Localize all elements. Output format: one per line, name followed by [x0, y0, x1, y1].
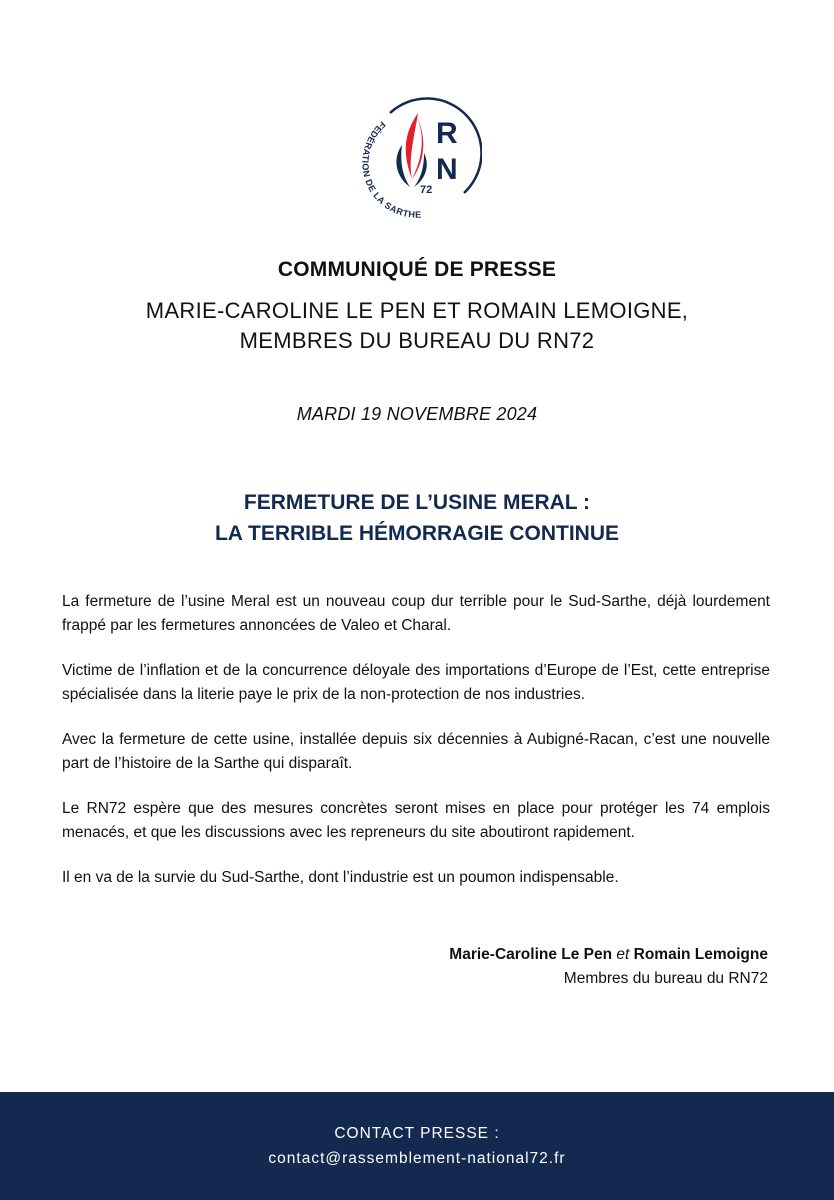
paragraph: La fermeture de l’usine Meral est un nouveau coup dur terrible pour le Sud-Sarthe, déjà lourdement frappé par les fermetures annoncées de Valeo et Charal.: [62, 593, 770, 634]
logo-graphic: [352, 93, 482, 223]
contact-footer: [0, 1092, 834, 1200]
logo-arc-text: FÉDÉRATION DE LA SARTHE: [360, 119, 422, 220]
body-text: [62, 590, 770, 911]
communique-heading: COMMUNIQUÉ DE PRESSE: [277, 258, 557, 281]
paragraph: Il en va de la survie du Sud-Sarthe, dont l’industrie est un poumon indispensable.: [62, 869, 619, 886]
press-title: [0, 487, 834, 549]
authors-line-1: MARIE-CAROLINE LE PEN ET ROMAIN LEMOIGNE,: [145, 298, 689, 323]
logo-letter-r: R: [436, 117, 458, 150]
contact-label: CONTACT PRESSE :: [334, 1125, 500, 1142]
paragraph: Avec la fermeture de cette usine, installée depuis six décennies à Aubigné-Racan, c’est une nouvelle part de l’histoire de la Sarthe qui disparaît.: [62, 731, 770, 772]
paragraph: Le RN72 espère que des mesures concrètes seront mises en place pour protéger les 74 emplois menacés, et que les discussions avec les repreneurs du site aboutiront rapidement.: [62, 800, 770, 841]
authors-heading: [0, 296, 834, 356]
paragraph: Victime de l’inflation et de la concurrence déloyale des importations d’Europe de l’Est, cette entreprise spécialisée dans la literie paye le prix de la non-protection de nos industries.: [62, 662, 770, 703]
authors-line-2: MEMBRES DU BUREAU DU RN72: [239, 328, 595, 353]
title-line-2: LA TERRIBLE HÉMORRAGIE CONTINUE: [214, 522, 620, 545]
signatory-1: Marie-Caroline Le Pen: [449, 946, 613, 963]
signature-names: [449, 943, 768, 967]
rn72-logo: [352, 93, 482, 223]
signature-block: [449, 943, 768, 991]
logo-letter-n: N: [436, 153, 458, 186]
release-date: MARDI 19 NOVEMBRE 2024: [296, 404, 538, 424]
signatory-2: Romain Lemoigne: [633, 946, 768, 963]
contact-email-link[interactable]: contact@rassemblement-national72.fr: [268, 1150, 566, 1167]
flame-red: [406, 113, 418, 179]
logo-number: 72: [420, 184, 433, 196]
title-line-1: FERMETURE DE L’USINE MERAL :: [243, 491, 591, 514]
signature-role: Membres du bureau du RN72: [563, 970, 768, 987]
signature-connector: et: [616, 946, 634, 963]
